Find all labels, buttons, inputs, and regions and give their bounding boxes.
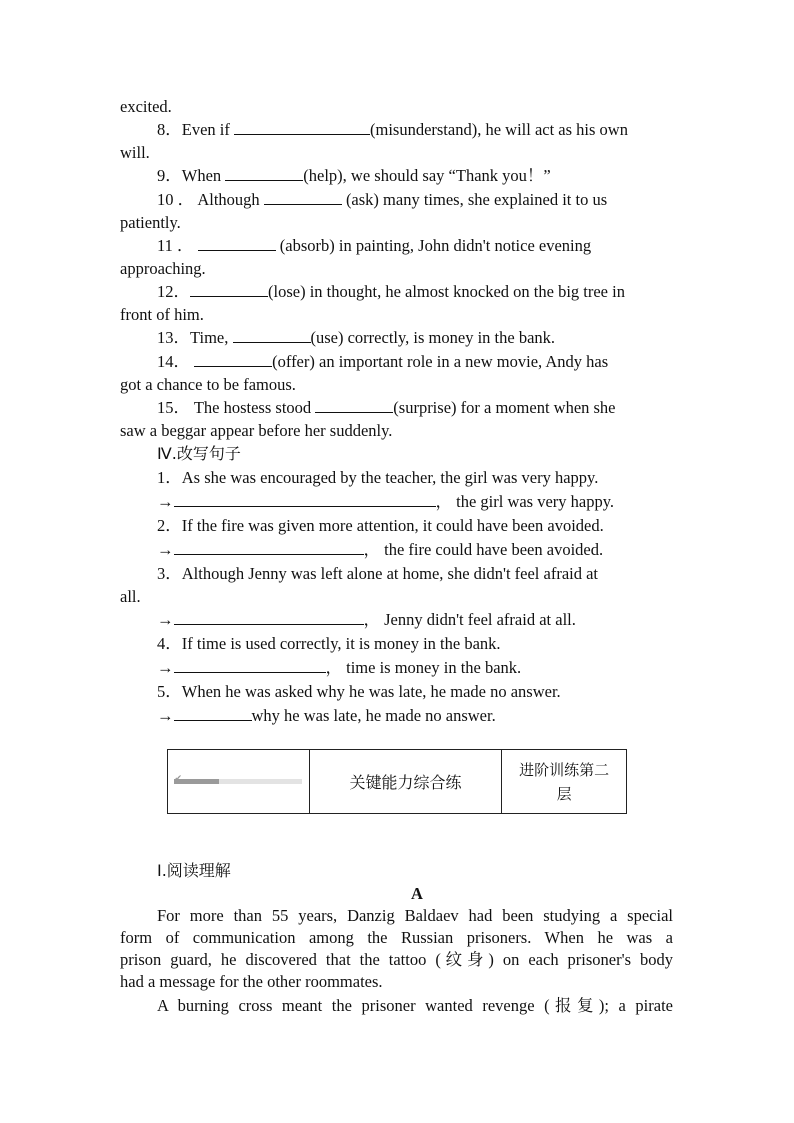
text-line: saw a beggar appear before her suddenly. <box>120 421 393 440</box>
question-text: 15． The hostess stood <box>157 398 312 417</box>
answer-blank[interactable] <box>190 281 268 297</box>
question-text: (offer) an important role in a new movie, Andy has <box>272 352 609 371</box>
question-text: (use) correctly, is money in the bank. <box>310 328 556 347</box>
answer-blank[interactable] <box>315 397 393 413</box>
rewrite-item-4: 4．If time is used correctly, it is money in the bank. <box>157 634 501 653</box>
rewrite-text: Jenny didn't feel afraid at all. <box>384 610 576 629</box>
text-line: all. <box>120 587 141 606</box>
question-8 <box>157 119 628 141</box>
text-line: approaching. <box>120 259 206 278</box>
banner-level: 进阶训练第二层 <box>502 750 627 814</box>
question-text: 13．Time, <box>157 328 229 347</box>
question-text: (ask) many times, she explained it to us <box>345 190 608 209</box>
rewrite-answer-4 <box>157 657 521 679</box>
rewrite-text: time is money in the bank. <box>346 658 522 677</box>
progress-bar-fill <box>174 779 219 784</box>
rewrite-text: the fire could have been avoided. <box>384 540 604 559</box>
answer-blank[interactable] <box>174 609 364 625</box>
rewrite-answer-3 <box>157 609 576 631</box>
text-line: excited. <box>120 97 172 116</box>
text-line: got a chance to be famous. <box>120 375 296 394</box>
text-line: will. <box>120 143 150 162</box>
passage-line: For more than 55 years, Danzig Baldaev had been studying a special <box>157 906 673 925</box>
rewrite-answer-1 <box>157 491 614 513</box>
question-9 <box>157 165 551 187</box>
question-text: 14． <box>157 352 190 371</box>
passage-line: form of communication among the Russian prisoners. When he was a <box>120 928 673 947</box>
question-12 <box>157 281 625 303</box>
question-text: 12． <box>157 282 190 301</box>
answer-blank[interactable] <box>174 491 436 507</box>
rewrite-item-2: 2．If the fire was given more attention, it could have been avoided. <box>157 516 604 535</box>
answer-blank[interactable] <box>264 189 342 205</box>
question-11 <box>157 235 591 257</box>
question-text: (absorb) in painting, John didn't notice evening <box>279 236 592 255</box>
rewrite-item-3: 3．Although Jenny was left alone at home, she didn't feel afraid at <box>157 564 599 583</box>
question-13 <box>157 327 555 349</box>
section-heading: Ⅳ.改写句子 <box>157 444 241 463</box>
rewrite-item-5: 5．When he was asked why he was late, he made no answer. <box>157 682 561 701</box>
section-heading: Ⅰ.阅读理解 <box>157 861 231 880</box>
answer-blank[interactable] <box>233 327 311 343</box>
answer-blank[interactable] <box>234 119 370 135</box>
progress-bar <box>174 779 302 784</box>
section-banner <box>167 749 627 814</box>
answer-blank[interactable] <box>174 539 364 555</box>
passage-line: had a message for the other roommates. <box>120 972 383 991</box>
rewrite-item-1: 1．As she was encouraged by the teacher, the girl was very happy. <box>157 468 599 487</box>
progress-cell <box>168 750 310 814</box>
answer-blank[interactable] <box>174 657 326 673</box>
comma: ， <box>363 540 380 559</box>
comma: ， <box>325 658 342 677</box>
question-text: (help), we should say “Thank you！” <box>303 166 551 185</box>
question-text: 9．When <box>157 166 222 185</box>
passage-line: A burning cross meant the prisoner wanted revenge (报复); a pirate <box>157 996 673 1015</box>
passage-line: prison guard, he discovered that the tattoo (纹身) on each prisoner's body <box>120 950 673 969</box>
question-text: 8．Even if <box>157 120 230 139</box>
rewrite-text: why he was late, he made no answer. <box>251 706 496 725</box>
answer-blank[interactable] <box>174 705 252 721</box>
passage-label: A <box>411 884 423 903</box>
question-10 <box>157 189 607 211</box>
answer-blank[interactable] <box>225 165 303 181</box>
question-text: 11 ． <box>157 236 194 255</box>
rewrite-answer-2 <box>157 539 603 561</box>
question-text: (lose) in thought, he almost knocked on the big tree in <box>268 282 625 301</box>
comma: ， <box>435 492 452 511</box>
arrow-icon: → <box>157 540 174 559</box>
text-line: front of him. <box>120 305 204 324</box>
arrow-icon: → <box>157 492 174 511</box>
rewrite-answer-5 <box>157 705 496 727</box>
answer-blank[interactable] <box>194 351 272 367</box>
question-15 <box>157 397 616 419</box>
answer-blank[interactable] <box>198 235 276 251</box>
comma: ， <box>363 610 380 629</box>
question-text: (misunderstand), he will act as his own <box>369 120 628 139</box>
rewrite-text: the girl was very happy. <box>456 492 615 511</box>
arrow-icon: → <box>157 706 174 725</box>
banner-title: 关键能力综合练 <box>309 750 501 814</box>
question-text: 10 ． Although <box>157 190 260 209</box>
question-text: (surprise) for a moment when she <box>393 398 616 417</box>
arrow-icon: → <box>157 658 174 677</box>
question-14 <box>157 351 608 373</box>
text-line: patiently. <box>120 213 181 232</box>
arrow-icon: → <box>157 610 174 629</box>
